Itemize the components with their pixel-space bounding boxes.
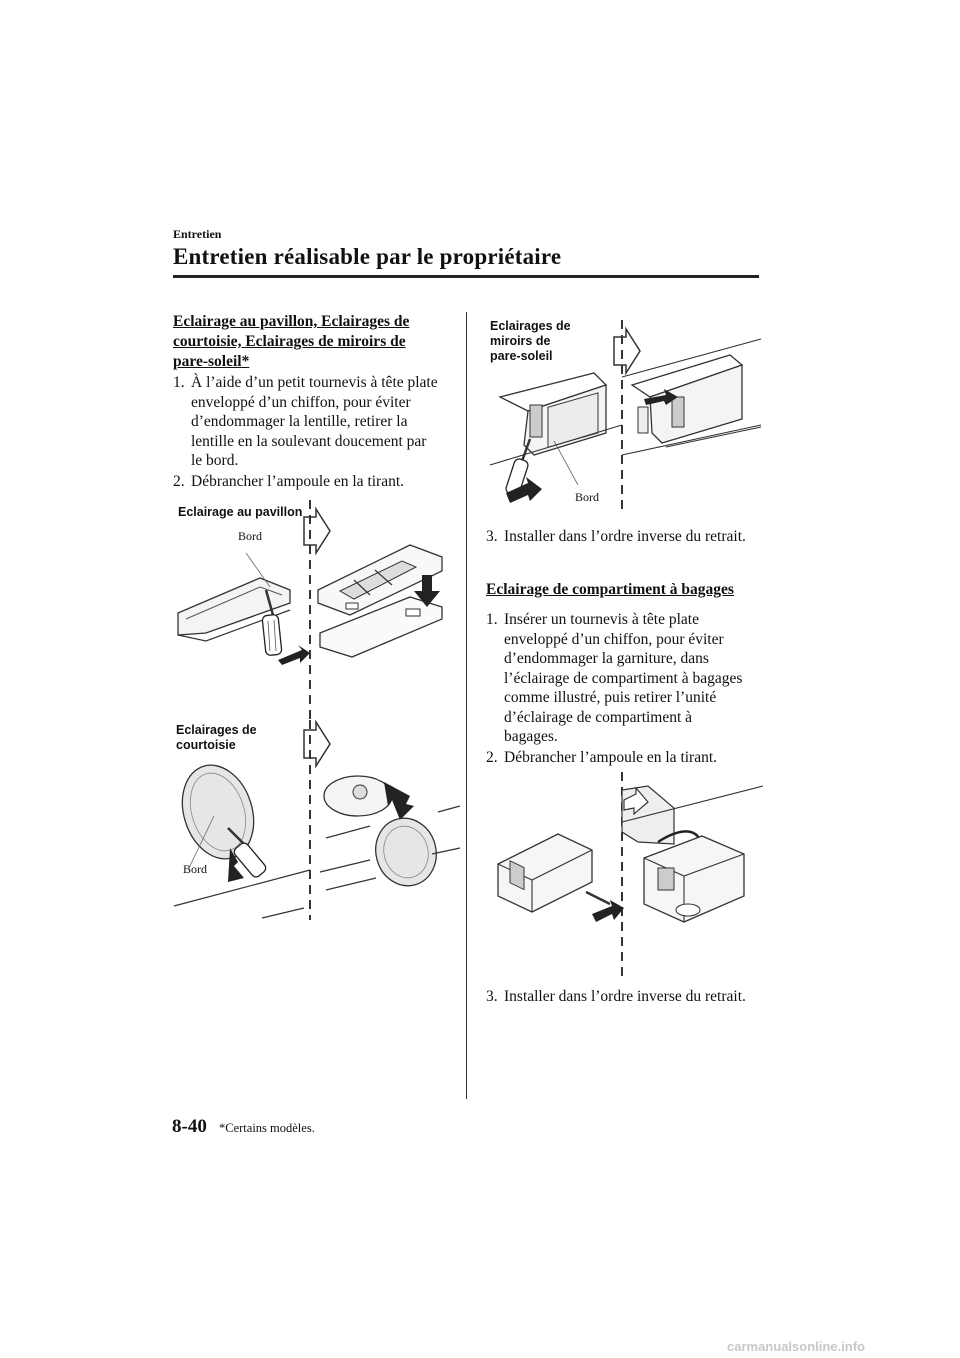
step-line: le bord.	[191, 452, 239, 469]
fig-label-line: pare-soleil	[490, 349, 553, 363]
step-1-left	[173, 373, 463, 473]
heading-line: pare-soleil*	[173, 353, 250, 370]
step-line: comme illustré, puis retirer l’unité	[504, 689, 717, 706]
step-line: Débrancher l’ampoule en la tirant.	[191, 473, 405, 490]
step-number: 1.	[486, 611, 498, 628]
page-title: Entretien réalisable par le propriétaire	[173, 244, 562, 269]
fig-label-line: Eclairages de	[176, 723, 257, 737]
step-line: lentille en la soulevant doucement par	[191, 432, 427, 450]
courtesy-light-illustration	[170, 720, 460, 925]
step-line: enveloppé d’un chiffon, pour éviter	[504, 630, 724, 648]
title-rule	[173, 275, 759, 278]
heading-line: courtoisie, Eclairages de miroirs de	[173, 333, 406, 350]
step-3-vanity	[486, 527, 776, 547]
step-line: enveloppé d’un chiffon, pour éviter	[191, 393, 411, 411]
step-2-left	[173, 472, 463, 492]
fig-label-line: courtoisie	[176, 738, 236, 752]
step-number: 3.	[486, 988, 498, 1005]
step-line: l’éclairage de compartiment à bagages	[504, 669, 743, 687]
heading-luggage-light: Eclairage de compartiment à bagages	[486, 581, 734, 598]
roof-light-illustration	[170, 495, 460, 720]
step-line: Insérer un tournevis à tête plate	[504, 611, 699, 628]
step-line: d’endommager la lentille, retirer la	[191, 413, 408, 430]
fig-roof-light-bord-label: Bord	[238, 529, 262, 543]
fig-label-line: miroirs de	[490, 334, 551, 348]
step-line: bagages.	[504, 728, 558, 745]
watermark: carmanualsonline.info	[727, 1339, 865, 1354]
heading-line: Eclairage au pavillon, Eclairages de	[173, 313, 410, 330]
step-line: À l’aide d’un petit tournevis à tête plate	[191, 374, 438, 391]
footnote: *Certains modèles.	[219, 1121, 315, 1135]
column-divider	[466, 312, 467, 1099]
heading-roof-lights	[173, 312, 409, 372]
fig-vanity-bord-label: Bord	[575, 490, 599, 504]
fig-roof-light-label: Eclairage au pavillon	[178, 505, 303, 519]
section-label: Entretien	[173, 227, 222, 241]
page-number: 8-40	[172, 1116, 207, 1137]
fig-courtesy-bord-label: Bord	[183, 862, 207, 876]
step-number: 1.	[173, 374, 185, 391]
step-line: d’éclairage de compartiment à	[504, 708, 693, 726]
vanity-mirror-light-illustration	[486, 315, 761, 515]
step-2-right	[486, 748, 776, 768]
step-3-luggage	[486, 987, 776, 1007]
step-number: 2.	[486, 749, 498, 766]
step-number: 2.	[173, 473, 185, 490]
luggage-light-illustration	[488, 772, 763, 977]
step-line: Débrancher l’ampoule en la tirant.	[504, 749, 718, 766]
step-line: Installer dans l’ordre inverse du retrait.	[504, 988, 746, 1005]
step-line: d’endommager la garniture, dans	[504, 650, 709, 667]
fig-label-line: Eclairages de	[490, 319, 571, 333]
step-line: Installer dans l’ordre inverse du retrait.	[504, 528, 746, 545]
step-number: 3.	[486, 528, 498, 545]
step-1-right	[486, 610, 776, 750]
